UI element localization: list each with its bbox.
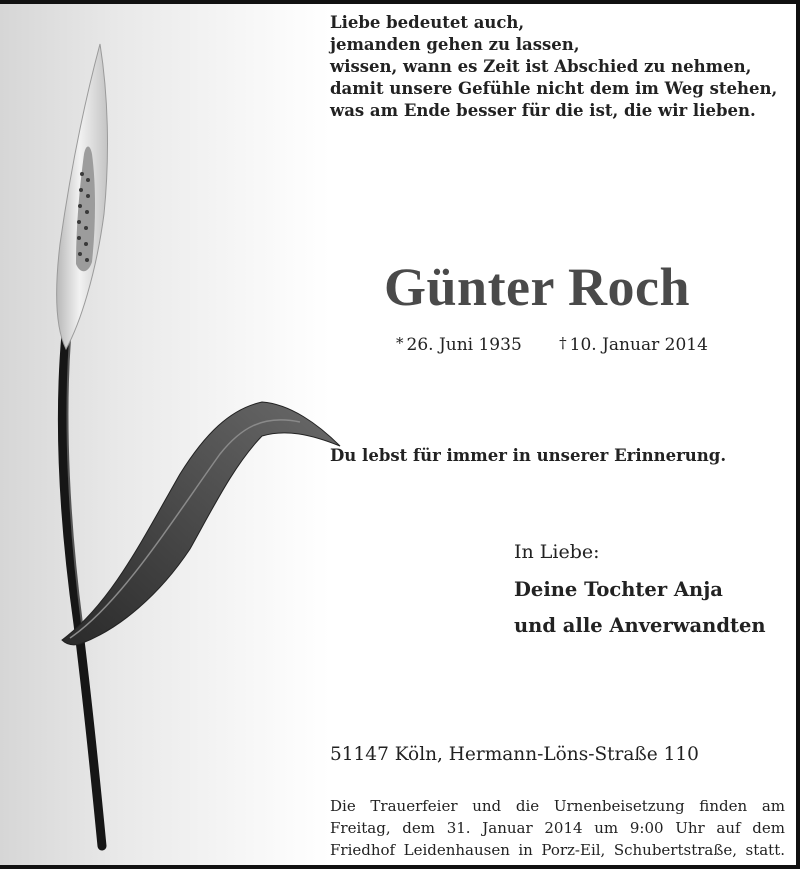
- mourner-line: und alle Anverwandten: [514, 614, 766, 637]
- quote-line: jemanden gehen zu lassen,: [330, 35, 580, 54]
- death-date: 10. Januar 2014: [569, 335, 708, 355]
- mourner-line: Deine Tochter Anja: [514, 578, 723, 601]
- address: 51147 Köln, Hermann-Löns-Straße 110: [330, 744, 699, 765]
- deceased-name: Günter Roch: [384, 257, 691, 317]
- quote-line: wissen, wann es Zeit ist Abschied zu nehmen,: [330, 57, 752, 76]
- memorial-quote: [330, 12, 790, 122]
- memory-line: Du lebst für immer in unserer Erinnerung.: [330, 446, 727, 465]
- death-info: [559, 335, 708, 355]
- birth-info: [396, 335, 527, 355]
- death-symbol: †: [559, 334, 567, 352]
- notice-line: Friedhof Leidenhausen in Porz-Eil, Schubertstraße, statt.: [330, 841, 785, 859]
- quote-line: damit unsere Gefühle nicht dem im Weg stehen,: [330, 79, 778, 98]
- notice-line: Freitag, dem 31. Januar 2014 um 9:00 Uhr auf dem: [330, 819, 785, 837]
- birth-symbol: *: [396, 334, 404, 352]
- birth-date: 26. Juni 1935: [406, 335, 522, 355]
- quote-line: Liebe bedeutet auch,: [330, 13, 525, 32]
- notice-line: Die Trauerfeier und die Urnenbeisetzung finden am: [330, 797, 785, 815]
- funeral-notice: [330, 795, 785, 861]
- peace-lily-flower-icon: [0, 4, 360, 869]
- mourners-list: [514, 572, 766, 644]
- mourners-intro: In Liebe:: [514, 541, 600, 563]
- life-dates: [396, 334, 708, 355]
- quote-line: was am Ende besser für die ist, die wir lieben.: [330, 101, 756, 120]
